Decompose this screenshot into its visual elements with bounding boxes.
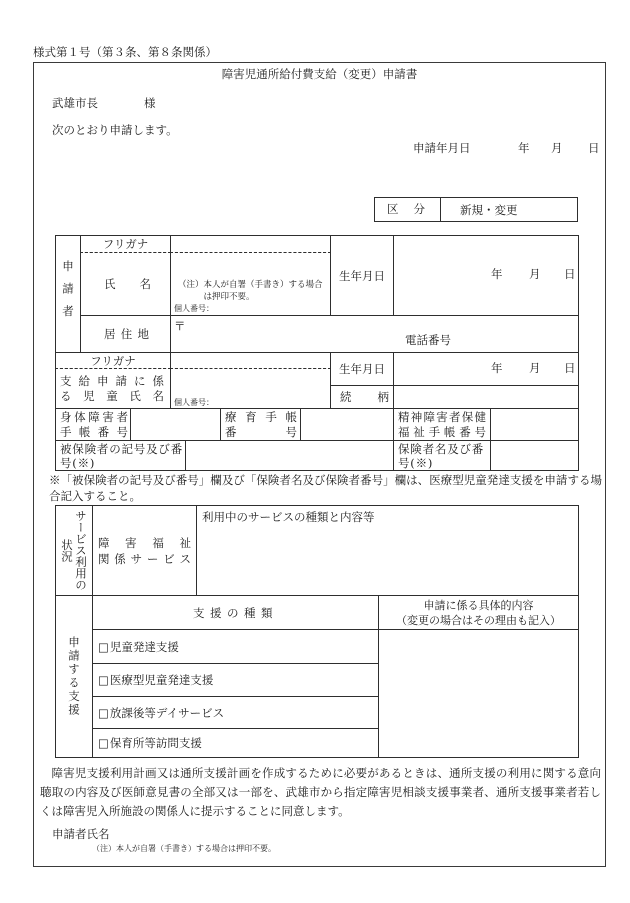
insured-number-label: 被保険者の記号及び番 号(※) — [60, 441, 183, 470]
applicant-birth-label-cell — [330, 235, 394, 316]
support-item-medical-child-development — [92, 663, 379, 697]
applicant-name-label: 氏 名 — [104, 276, 151, 291]
child-birth-day: 日 — [564, 361, 576, 375]
application-date-year: 年 — [518, 141, 530, 155]
support-type-header-cell — [92, 595, 379, 630]
ryoiku-certificate-label: 療育手帳 番号 — [225, 409, 297, 439]
applicant-section-label-cell — [55, 235, 81, 353]
applicant-address-label-cell — [80, 315, 171, 353]
applicant-name-note: （注）本人が自署（手書き）する場合は押印不要。 — [178, 280, 323, 302]
support-detail-header: 申請に係る具体的内容 （変更の場合はその理由も記入） — [396, 598, 561, 627]
physical-certificate-label-cell — [55, 408, 131, 441]
applicant-section-label: 申請者 — [61, 260, 75, 328]
applicant-birth-day: 日 — [564, 267, 576, 281]
support-item-child-development — [92, 629, 379, 664]
support-section-label: 申請する支援 — [67, 636, 81, 717]
insurer-label: 保険者名及び番 号(※) — [398, 441, 485, 470]
mental-certificate-label: 精神障害者保健 福祉手帳番号 — [398, 409, 486, 439]
applicant-birth-month: 月 — [529, 267, 541, 281]
category-label: 区 分 — [387, 202, 425, 216]
applicant-name-field[interactable] — [170, 252, 331, 316]
child-name-label-cell — [55, 368, 171, 409]
applicant-furigana-label: フリガナ — [102, 237, 149, 251]
declaration: 次のとおり申請します。 — [52, 123, 178, 137]
consent-statement: 障害児支援利用計画又は通所支援計画を作成するために必要があるときは、通所支援の利用に関する意向聴取の内容及び医師意見書の全部又は一部を、武雄市から指定障害児相談支援事業者、通所支援事業者若しくは障害児入所施設の関係人に提示することに同意します。 — [40, 766, 601, 818]
checkbox-nursery-visit-support[interactable]: □ — [98, 736, 109, 750]
signature-label: 申請者氏名 — [52, 827, 110, 841]
support-detail-header-cell — [378, 595, 579, 630]
ryoiku-certificate-label-cell — [220, 408, 301, 441]
applicant-phone-label: 電話番号 — [405, 333, 451, 347]
applicant-birth-field[interactable] — [393, 235, 579, 316]
child-birth-year: 年 — [491, 361, 503, 375]
support-item-nursery-visit-support — [92, 728, 379, 758]
applicant-personal-number-label: 個人番号： — [174, 304, 214, 313]
support-type-header: 支援の種類 — [193, 605, 278, 620]
mental-certificate-label-cell — [393, 408, 491, 441]
child-name-label: 支給申請に係 る児童氏名 — [60, 373, 164, 403]
applicant-furigana-label-cell — [80, 235, 171, 253]
application-date-month: 月 — [551, 141, 563, 155]
mental-certificate-field[interactable] — [490, 408, 579, 441]
support-item-label: 児童発達支援 — [109, 639, 179, 654]
insured-number-label-cell — [55, 440, 186, 471]
child-birth-month: 月 — [529, 361, 541, 375]
insured-number-field[interactable] — [185, 440, 394, 471]
insurance-note: ※「被保険者の記号及び番号」欄及び「保険者名及び保険者番号」欄は、医療型児童発達支援を申請する場合記入すること。 — [49, 473, 602, 503]
checkbox-child-development[interactable]: □ — [98, 639, 109, 654]
application-date-day: 日 — [588, 141, 600, 155]
support-item-label: 医療型児童発達支援 — [109, 673, 214, 687]
applicant-furigana-field[interactable] — [170, 235, 331, 253]
service-content-field[interactable] — [196, 505, 579, 596]
application-date-field[interactable] — [472, 141, 598, 155]
form-title: 障害児通所給付費支給（変更）申請書 — [221, 67, 418, 81]
insurer-label-cell — [393, 440, 491, 471]
support-item-label: 保育所等訪問支援 — [109, 736, 202, 750]
child-furigana-label: フリガナ — [90, 353, 136, 368]
ryoiku-certificate-field[interactable] — [300, 408, 394, 441]
child-furigana-label-cell — [55, 352, 171, 369]
child-birth-label-cell — [330, 352, 394, 386]
service-status-label: サービス利用の状況 — [60, 510, 88, 591]
applicant-name-label-cell — [80, 252, 171, 316]
checkbox-after-school-day-service[interactable]: □ — [98, 705, 109, 720]
applicant-address-label: 居住地 — [104, 326, 149, 341]
child-birth-label: 生年月日 — [339, 362, 385, 376]
support-detail-field[interactable] — [378, 629, 579, 758]
welfare-service-label-cell — [92, 505, 197, 596]
applicant-birth-year: 年 — [491, 267, 503, 281]
support-section-label-cell — [55, 595, 93, 758]
support-item-after-school-day-service — [92, 696, 379, 729]
category-value: 新規・変更 — [460, 202, 518, 217]
applicant-address-field[interactable] — [170, 315, 579, 353]
relationship-label-cell — [330, 385, 394, 409]
postal-mark-icon: 〒 — [174, 319, 186, 333]
physical-certificate-field[interactable] — [130, 408, 221, 441]
service-content-label: 利用中のサービスの種類と内容等 — [202, 510, 375, 524]
signature-note: （注）本人が自署（手書き）する場合は押印不要。 — [92, 844, 276, 853]
support-item-label: 放課後等デイサービス — [109, 705, 225, 720]
child-name-field[interactable] — [170, 368, 331, 409]
relationship-label: 続 柄 — [340, 389, 389, 404]
checkbox-medical-child-development[interactable]: □ — [98, 673, 109, 687]
signature-field[interactable] — [118, 824, 338, 842]
physical-certificate-label: 身体障害者 手帳番号 — [60, 409, 128, 439]
addressee-name: 武雄市長 — [52, 96, 98, 110]
form-number: 様式第１号（第３条、第８条関係） — [33, 45, 217, 59]
category-label-cell — [374, 197, 441, 222]
addressee-honorific: 様 — [144, 96, 156, 110]
child-birth-field[interactable] — [393, 352, 579, 386]
child-furigana-field[interactable] — [170, 352, 331, 369]
welfare-service-label: 障害福祉 関係サービス — [98, 535, 191, 566]
category-value-cell[interactable] — [440, 197, 578, 222]
applicant-birth-label: 生年月日 — [339, 268, 385, 283]
application-date-label: 申請年月日 — [413, 141, 471, 155]
relationship-field[interactable] — [393, 385, 579, 409]
insurer-field[interactable] — [490, 440, 579, 471]
service-status-label-cell — [55, 505, 93, 596]
child-personal-number-label: 個人番号： — [174, 398, 214, 407]
